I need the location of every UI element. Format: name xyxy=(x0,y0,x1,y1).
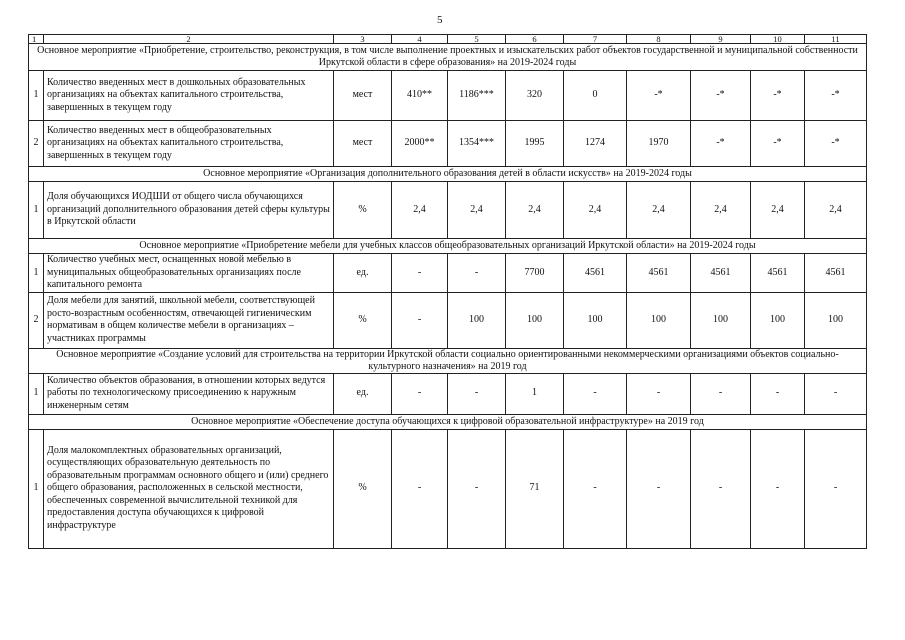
column-header: 5 xyxy=(448,35,506,44)
value-cell: -* xyxy=(805,121,867,167)
value-cell: 2,4 xyxy=(564,182,627,239)
value-cell: 1274 xyxy=(564,121,627,167)
value-cell: 100 xyxy=(564,292,627,348)
value-cell: 2,4 xyxy=(506,182,564,239)
value-cell: 4561 xyxy=(751,254,805,293)
value-cell: -* xyxy=(751,71,805,121)
value-cell: 100 xyxy=(627,292,691,348)
column-header: 7 xyxy=(564,35,627,44)
section-title-row xyxy=(29,167,867,182)
indicator-name: Доля малокомплектных образовательных организаций, осуществляющих образовательную деятельность по образовательным программам основного общего и (или) среднего общего образования, расположенных в сельской местности, обеспеченных современной вычислительной техникой для предоставления доступа обучающихся к цифровой инфраструктуре xyxy=(44,429,334,548)
value-cell: 2,4 xyxy=(691,182,751,239)
value-cell: - xyxy=(691,373,751,414)
row-number: 1 xyxy=(29,182,44,239)
value-cell: 7700 xyxy=(506,254,564,293)
section-title-row xyxy=(29,239,867,254)
row-number: 2 xyxy=(29,292,44,348)
section-title-row xyxy=(29,348,867,373)
unit-cell: ед. xyxy=(334,254,392,293)
indicator-name: Количество учебных мест, оснащенных новой мебелью в муниципальных общеобразовательных организациях после капитального ремонта xyxy=(44,254,334,293)
section-title: Основное мероприятие «Приобретение мебели для учебных классов общеобразовательных организаций Иркутской области» на 2019-2024 годы xyxy=(29,239,867,254)
value-cell: 100 xyxy=(448,292,506,348)
value-cell: 1995 xyxy=(506,121,564,167)
value-cell: 100 xyxy=(506,292,564,348)
row-number: 1 xyxy=(29,254,44,293)
value-cell: 2,4 xyxy=(751,182,805,239)
row-number: 1 xyxy=(29,71,44,121)
value-cell: 1186*** xyxy=(448,71,506,121)
value-cell: - xyxy=(564,429,627,548)
column-header: 4 xyxy=(392,35,448,44)
indicator-name: Доля обучающихся ИОДШИ от общего числа обучающихся организаций дополнительного образования детей сферы культуры в Иркутской области xyxy=(44,182,334,239)
column-header: 10 xyxy=(751,35,805,44)
value-cell: 410** xyxy=(392,71,448,121)
value-cell: - xyxy=(392,373,448,414)
value-cell: 1 xyxy=(506,373,564,414)
value-cell: - xyxy=(448,254,506,293)
value-cell: - xyxy=(691,429,751,548)
value-cell: 4561 xyxy=(627,254,691,293)
value-cell: 4561 xyxy=(805,254,867,293)
indicator-name: Количество объектов образования, в отношении которых ведутся работы по технологическому присоединению к наружным инженерным сетям xyxy=(44,373,334,414)
section-title: Основное мероприятие «Приобретение, строительство, реконструкция, в том числе выполнение проектных и изыскательских работ объектов государственной и муниципальной собственности Иркутской области в сфере образования» на 2019-2024 годы xyxy=(29,44,867,71)
value-cell: - xyxy=(805,373,867,414)
column-header: 1 xyxy=(29,35,44,44)
value-cell: - xyxy=(627,373,691,414)
value-cell: - xyxy=(392,292,448,348)
page-number: 5 xyxy=(437,14,443,26)
section-title: Основное мероприятие «Создание условий для строительства на территории Иркутской области социально ориентированными некоммерческими организациями объектов социально-культурного назначения» на 2019 год xyxy=(29,348,867,373)
value-cell: -* xyxy=(751,121,805,167)
value-cell: 4561 xyxy=(691,254,751,293)
unit-cell: % xyxy=(334,292,392,348)
value-cell: 1970 xyxy=(627,121,691,167)
indicator-name: Количество введенных мест в общеобразовательных организациях на объектах капитального строительства, завершенных в текущем году xyxy=(44,121,334,167)
value-cell: 320 xyxy=(506,71,564,121)
unit-cell: мест xyxy=(334,121,392,167)
column-header: 8 xyxy=(627,35,691,44)
column-header: 11 xyxy=(805,35,867,44)
value-cell: 1354*** xyxy=(448,121,506,167)
value-cell: -* xyxy=(805,71,867,121)
section-title: Основное мероприятие «Организация дополнительного образования детей в области искусств» на 2019-2024 годы xyxy=(29,167,867,182)
unit-cell: ед. xyxy=(334,373,392,414)
value-cell: - xyxy=(751,429,805,548)
table-row xyxy=(29,71,867,121)
value-cell: - xyxy=(751,373,805,414)
value-cell: -* xyxy=(691,71,751,121)
table-row xyxy=(29,182,867,239)
value-cell: 100 xyxy=(751,292,805,348)
value-cell: 100 xyxy=(691,292,751,348)
table-row xyxy=(29,121,867,167)
value-cell: - xyxy=(392,254,448,293)
table-row xyxy=(29,429,867,548)
table-row xyxy=(29,254,867,293)
value-cell: - xyxy=(392,429,448,548)
value-cell: - xyxy=(448,429,506,548)
column-number-header-row xyxy=(29,35,867,44)
unit-cell: % xyxy=(334,182,392,239)
value-cell: 0 xyxy=(564,71,627,121)
unit-cell: мест xyxy=(334,71,392,121)
value-cell: - xyxy=(564,373,627,414)
unit-cell: % xyxy=(334,429,392,548)
section-title-row xyxy=(29,414,867,429)
value-cell: 2,4 xyxy=(392,182,448,239)
value-cell: 100 xyxy=(805,292,867,348)
value-cell: 2,4 xyxy=(805,182,867,239)
value-cell: -* xyxy=(627,71,691,121)
value-cell: - xyxy=(448,373,506,414)
value-cell: 71 xyxy=(506,429,564,548)
value-cell: - xyxy=(627,429,691,548)
value-cell: 2,4 xyxy=(627,182,691,239)
column-header: 9 xyxy=(691,35,751,44)
column-header: 2 xyxy=(44,35,334,44)
table-row xyxy=(29,292,867,348)
column-header: 3 xyxy=(334,35,392,44)
row-number: 1 xyxy=(29,373,44,414)
value-cell: 4561 xyxy=(564,254,627,293)
row-number: 2 xyxy=(29,121,44,167)
value-cell: - xyxy=(805,429,867,548)
column-header: 6 xyxy=(506,35,564,44)
row-number: 1 xyxy=(29,429,44,548)
indicator-name: Количество введенных мест в дошкольных образовательных организациях на объектах капитального строительства, завершенных в текущем году xyxy=(44,71,334,121)
indicator-name: Доля мебели для занятий, школьной мебели, соответствующей росто-возрастным особенностям, отвечающей гигиеническим нормативам в общем количестве мебели в организациях – участниках программы xyxy=(44,292,334,348)
indicators-table xyxy=(28,34,867,549)
section-title-row xyxy=(29,44,867,71)
value-cell: 2000** xyxy=(392,121,448,167)
table-row xyxy=(29,373,867,414)
value-cell: -* xyxy=(691,121,751,167)
section-title: Основное мероприятие «Обеспечение доступа обучающихся к цифровой образовательной инфраструктуре» на 2019 год xyxy=(29,414,867,429)
value-cell: 2,4 xyxy=(448,182,506,239)
